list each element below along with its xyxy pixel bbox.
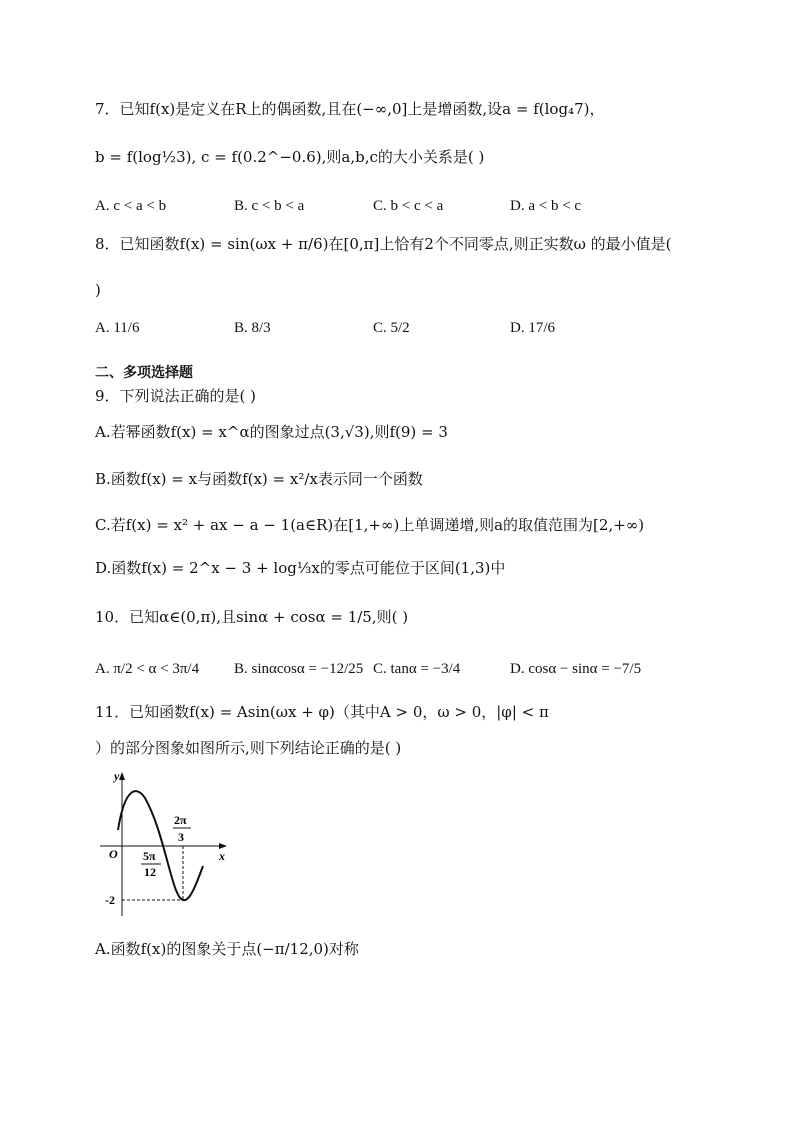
q7-option-b: B. c < b < a bbox=[234, 198, 305, 214]
q8-line1 bbox=[95, 237, 672, 252]
q7-line1 bbox=[95, 102, 604, 117]
q9-option-b: B.函数f(x) = x与函数f(x) = x²/x表示同一个函数 bbox=[95, 470, 423, 488]
section-title: 二、多项选择题 bbox=[95, 365, 193, 381]
q8-option-a: A. 11/6 bbox=[95, 320, 140, 336]
q7-option-d: D. a < b < c bbox=[510, 198, 582, 214]
q10-option-c: C. tanα = −3/4 bbox=[373, 661, 461, 677]
q7-option-a: A. c < a < b bbox=[95, 198, 167, 214]
q10-option-a: A. π/2 < α < 3π/4 bbox=[95, 661, 200, 677]
q9-option-c: C.若f(x) = x² + ax − a − 1(a∈R)在[1,+∞)上单调递增,则a的取值范围为[2,+∞) bbox=[95, 516, 645, 534]
q10-option-b: B. sinαcosα = −12/25 bbox=[234, 661, 364, 677]
sine-graph bbox=[95, 768, 240, 918]
q8-line2 bbox=[95, 283, 101, 298]
mark-top-denominator: 3 bbox=[178, 830, 184, 844]
q7-line1-text: 7．已知f(x)是定义在R上的偶函数,且在(−∞,0]上是增函数,设a = f(log₄7)， bbox=[95, 100, 605, 118]
q7-option-c: C. b < c < a bbox=[373, 198, 444, 214]
q9-option-a: A.若幂函数f(x) = x^α的图象过点(3,√3),则f(9) = 3 bbox=[95, 423, 448, 441]
q8-option-d: D. 17/6 bbox=[510, 320, 555, 336]
x-axis-label: x bbox=[219, 849, 225, 863]
q8-option-b: B. 8/3 bbox=[234, 320, 271, 336]
q10-stem: 10．已知α∈(0,π),且sinα + cosα = 1/5,则( ) bbox=[95, 608, 409, 626]
q8-option-c: C. 5/2 bbox=[373, 320, 410, 336]
q10-option-d: D. cosα − sinα = −7/5 bbox=[510, 661, 642, 677]
q8-line2-text: ) bbox=[95, 281, 101, 299]
q9-stem: 9．下列说法正确的是( ) bbox=[95, 387, 257, 405]
q11-option-a: A.函数f(x)的图象关于点(−π/12,0)对称 bbox=[95, 940, 359, 958]
q7-line2-text: b = f(log½3), c = f(0.2^−0.6),则a,b,c的大小关系是( ) bbox=[95, 148, 485, 166]
q9-option-d: D.函数f(x) = 2^x − 3 + log⅓x的零点可能位于区间(1,3)中 bbox=[95, 559, 506, 577]
q11-line1: 11．已知函数f(x) = Asin(ωx + φ)（其中A > 0，ω > 0，|φ| < π bbox=[95, 703, 549, 721]
q11-line2: ）的部分图象如图所示,则下列结论正确的是( ) bbox=[95, 739, 402, 757]
q7-line2 bbox=[95, 150, 484, 165]
mark-bottom-numerator: 5π bbox=[143, 849, 156, 863]
y-axis-arrow bbox=[119, 772, 125, 780]
mark-bottom-denominator: 12 bbox=[144, 865, 156, 879]
min-label: -2 bbox=[105, 893, 115, 907]
y-axis-label: y bbox=[114, 769, 120, 783]
origin-label: O bbox=[109, 847, 118, 861]
q8-line1-text: 8．已知函数f(x) = sin(ωx + π/6)在[0,π]上恰有2个不同零点,则正实数ω 的最小值是( bbox=[95, 235, 672, 253]
mark-top-numerator: 2π bbox=[174, 813, 187, 827]
